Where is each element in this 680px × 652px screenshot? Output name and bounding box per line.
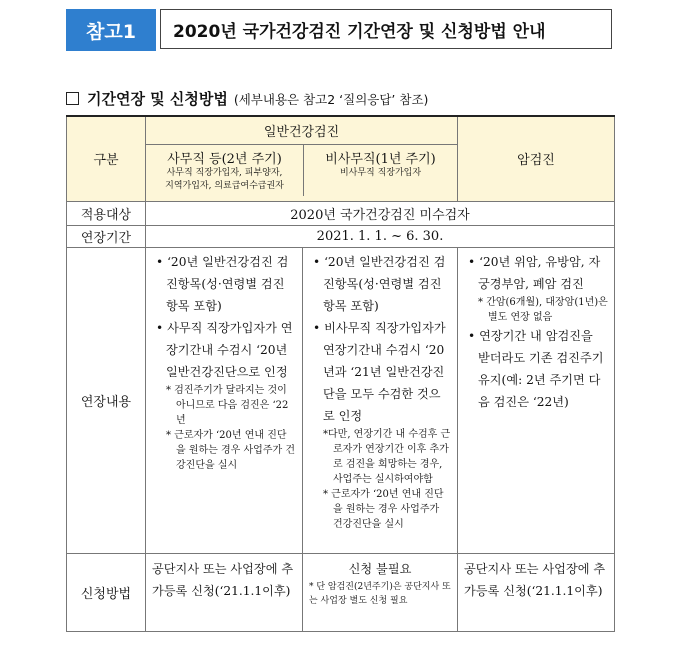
apply-cancer: 공단지사 또는 사업장에 추가등록 신청(‘21.1.1이후) (458, 553, 615, 631)
content-nonoffice: • ‘20년 일반건강검진 검진항목(성·연령별 검진항목 포함) • 비사무직 직장가입자가 연장기간내 수검시 ‘20년과 ‘21년 일반건강진단을 모두 수검한 것으로 인정 *다만, 연장기간 내 수검후 근로자가 연장기간 이후 추가로 검진을 희망하는 경우, 사업주는 실시하여야함 * 근로자가 ‘20년 연내 진단을 원하는 경우 사업주가 건강진단을 실시 (303, 247, 458, 553)
period-value: 2021. 1. 1. ~ 6. 30. (146, 225, 615, 247)
target-value: 2020년 국가건강검진 미수검자 (146, 201, 615, 225)
section-note: (세부내용은 참고2 ‘질의응답’ 참조) (233, 91, 429, 107)
checkbox-square-icon (66, 92, 79, 105)
section-title: 기간연장 및 신청방법 (87, 90, 228, 108)
target-label: 적용대상 (67, 201, 146, 225)
header-nonoffice: 비사무직(1년 주기) 비사무직 직장가입자 (325, 152, 436, 178)
reference-badge: 참고1 (66, 9, 156, 51)
apply-office: 공단지사 또는 사업장에 추가등록 신청(‘21.1.1이후) (146, 553, 303, 631)
apply-label: 신청방법 (67, 553, 146, 631)
content-office: • ‘20년 일반건강검진 검진항목(성·연령별 검진항목 포함) • 사무직 직장가입자가 연장기간내 수검시 ‘20년 일반건강진단으로 인정 * 검진주기가 달라지는 것이 아니므로 다음 검진은 ‘22년 * 근로자가 ‘20년 연내 진단을 원하는 경우 사업주가 건강진단을 실시 (146, 247, 303, 553)
header-general (146, 116, 458, 201)
content-cancer: • ‘20년 위암, 유방암, 자궁경부암, 폐암 검진 * 간암(6개월), 대장암(1년)은 별도 연장 없음 • 연장기간 내 암검진을 받더라도 기존 검진주기 유지(예: 2년 주기면 다음 검진은 ‘22년) (458, 247, 615, 553)
header-general-label: 일반건강검진 (146, 117, 457, 145)
apply-nonoffice: 신청 불필요 * 단 암검진(2년주기)은 공단지사 또는 사업장 별도 신청 필요 (303, 553, 458, 631)
header-office: 사무직 등(2년 주기) 사무직 직장가입자, 피부양자, 지역가입자, 의료급여수급권자 (146, 145, 304, 196)
page-header (66, 9, 612, 51)
header-category: 구분 (67, 116, 146, 201)
section-heading (66, 88, 428, 109)
page-title: 2020년 국가건강검진 기간연장 및 신청방법 안내 (160, 9, 612, 49)
extension-table (66, 115, 615, 632)
period-label: 연장기간 (67, 225, 146, 247)
header-cancer: 암검진 (458, 116, 615, 201)
content-label: 연장내용 (67, 247, 146, 553)
